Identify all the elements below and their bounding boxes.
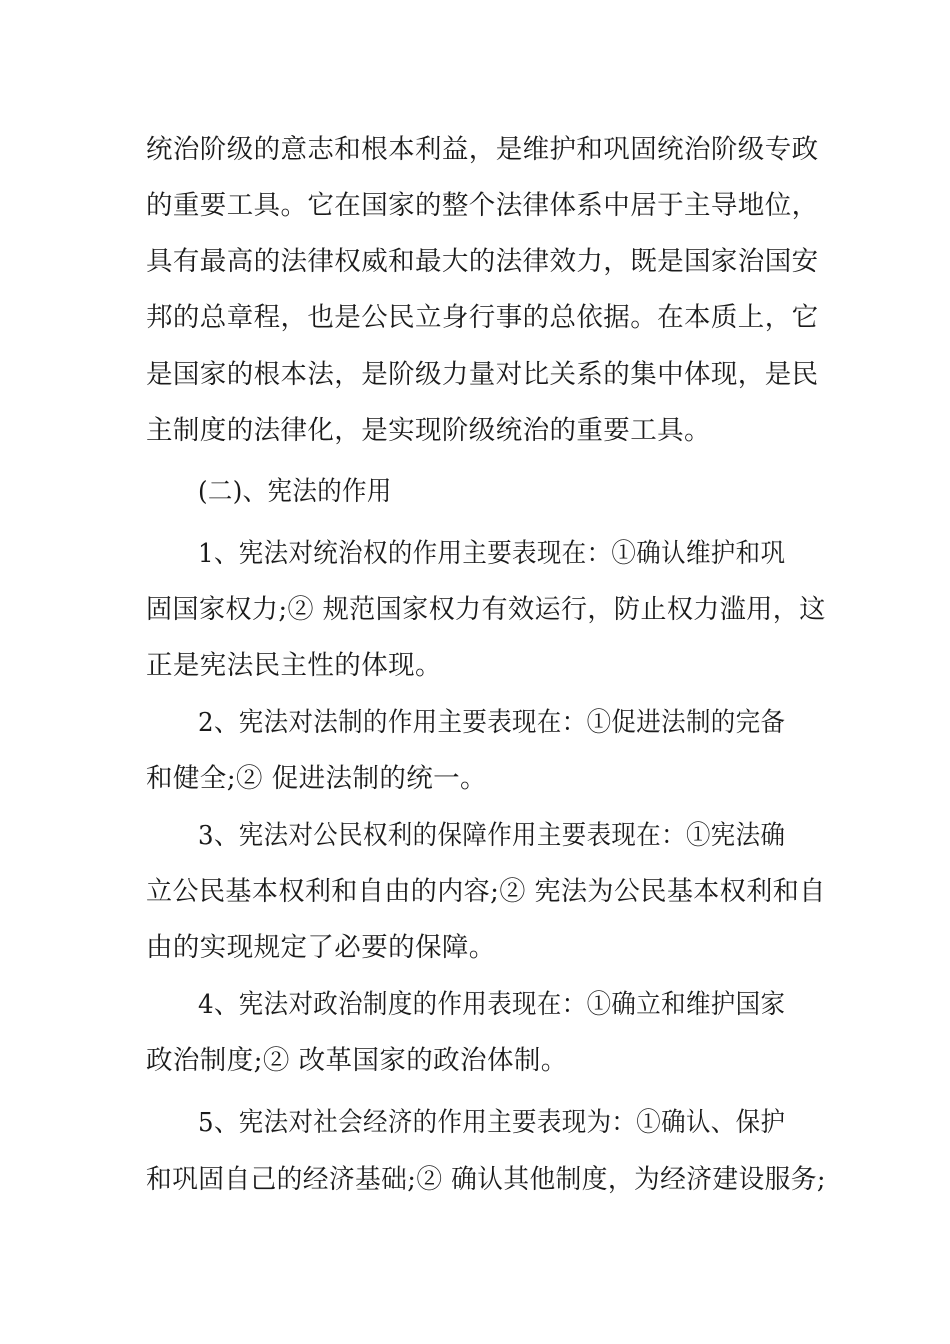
item-1-line-3: 正是宪法民主性的体现。 <box>146 650 442 681</box>
item-1-line-2: 固国家权力;② 规范国家权力有效运行，防止权力滥用，这 <box>146 594 826 625</box>
paragraph-1-line-4: 邦的总章程，也是公民立身行事的总依据。在本质上，它 <box>146 302 819 333</box>
paragraph-1-line-1: 统治阶级的意志和根本利益，是维护和巩固统治阶级专政 <box>146 134 819 165</box>
item-1-line-1: 1、宪法对统治权的作用主要表现在：①确认维护和巩 <box>198 538 786 569</box>
paragraph-1-line-6: 主制度的法律化，是实现阶级统治的重要工具。 <box>146 415 711 446</box>
item-5-line-1: 5、宪法对社会经济的作用主要表现为：①确认、保护 <box>198 1107 786 1138</box>
item-4-line-1: 4、宪法对政治制度的作用表现在：①确立和维护国家 <box>198 989 786 1020</box>
item-2-line-1: 2、宪法对法制的作用主要表现在：①促进法制的完备 <box>198 707 786 738</box>
item-3-line-3: 由的实现规定了必要的保障。 <box>146 932 496 963</box>
paragraph-1-line-2: 的重要工具。它在国家的整个法律体系中居于主导地位， <box>146 190 819 221</box>
section-heading: (二)、宪法的作用 <box>198 476 392 507</box>
item-4-line-2: 政治制度;② 改革国家的政治体制。 <box>146 1045 568 1076</box>
paragraph-1-line-5: 是国家的根本法，是阶级力量对比关系的集中体现，是民 <box>146 359 819 390</box>
item-5-line-2: 和巩固自己的经济基础;② 确认其他制度，为经济建设服务; <box>146 1164 826 1195</box>
item-3-line-1: 3、宪法对公民权利的保障作用主要表现在：①宪法确 <box>198 820 786 851</box>
paragraph-1-line-3: 具有最高的法律权威和最大的法律效力，既是国家治国安 <box>146 246 819 277</box>
item-3-line-2: 立公民基本权利和自由的内容;② 宪法为公民基本权利和自 <box>146 876 826 907</box>
item-2-line-2: 和健全;② 促进法制的统一。 <box>146 763 487 794</box>
